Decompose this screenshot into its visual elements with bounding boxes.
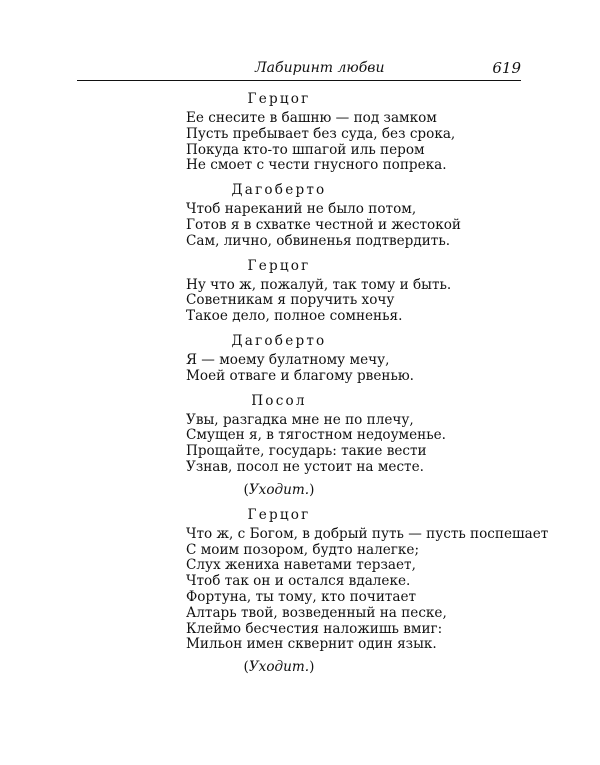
verse-line: Слух жениха наветами терзает, [186,557,416,574]
speaker-name: Дагоберто [231,182,327,199]
verse-line: Готов я в схватке честной и жестокой [186,216,461,233]
verse-line: Фортуна, ты тому, кто почитает [186,588,417,605]
stage-direction-text: Уходит. [248,659,310,676]
verse-line: Узнав, посол не устоит на месте. [186,458,424,475]
verse-line: Смущен я, в тягостном недоуменье. [186,427,447,444]
verse-line: Моей отваге и благому рвенью. [186,367,415,384]
speaker-name: Герцог [247,257,311,274]
verse-line: Мильон имен сквернит один язык. [186,636,437,653]
verse-line: Алтарь твой, возведенный на песке, [186,604,447,621]
stage-direction: (Уходит.) [243,659,315,676]
verse-line: Покуда кто-то шпагой иль пером [186,141,425,158]
verse-line: Пусть пребывает без суда, без срока, [186,125,456,142]
verse-line: Такое дело, полное сомненья. [186,308,403,325]
stage-direction-text: Уходит. [248,481,310,498]
running-title: Лабиринт любви [255,60,385,76]
play-text [186,90,549,678]
verse-line: С моим позором, будто налегке; [186,541,420,558]
speaker-name: Посол [251,392,307,409]
speaker-name: Герцог [247,506,311,523]
running-header [77,58,521,81]
page-number: 619 [492,59,521,77]
stage-direction: (Уходит.) [243,481,315,498]
verse-line: Ну что ж, пожалуй, так тому и быть. [186,276,452,293]
verse-line: Чтоб так он и остался вдалеке. [186,573,411,590]
verse-line: Чтоб нареканий не было потом, [186,201,417,218]
verse-line: Советникам я поручить хочу [186,292,395,309]
verse-line: Прощайте, государь: такие вести [186,443,427,460]
speaker-name: Дагоберто [231,332,327,349]
verse-line: Сам, лично, обвиненья подтвердить. [186,232,451,249]
verse-line: Увы, разгадка мне не по плечу, [186,411,414,428]
verse-line: Не смоет с чести гнусного попрека. [186,157,447,174]
speaker-name: Герцог [247,91,311,107]
verse-line: Я — моему булатному мечу, [186,351,390,368]
verse-line: Что ж, с Богом, в добрый путь — пусть поспешает [186,525,549,542]
verse-line: Ее снесите в башню — под замком [186,110,437,126]
verse-line: Клеймо бесчестия наложишь вмиг: [186,620,443,637]
